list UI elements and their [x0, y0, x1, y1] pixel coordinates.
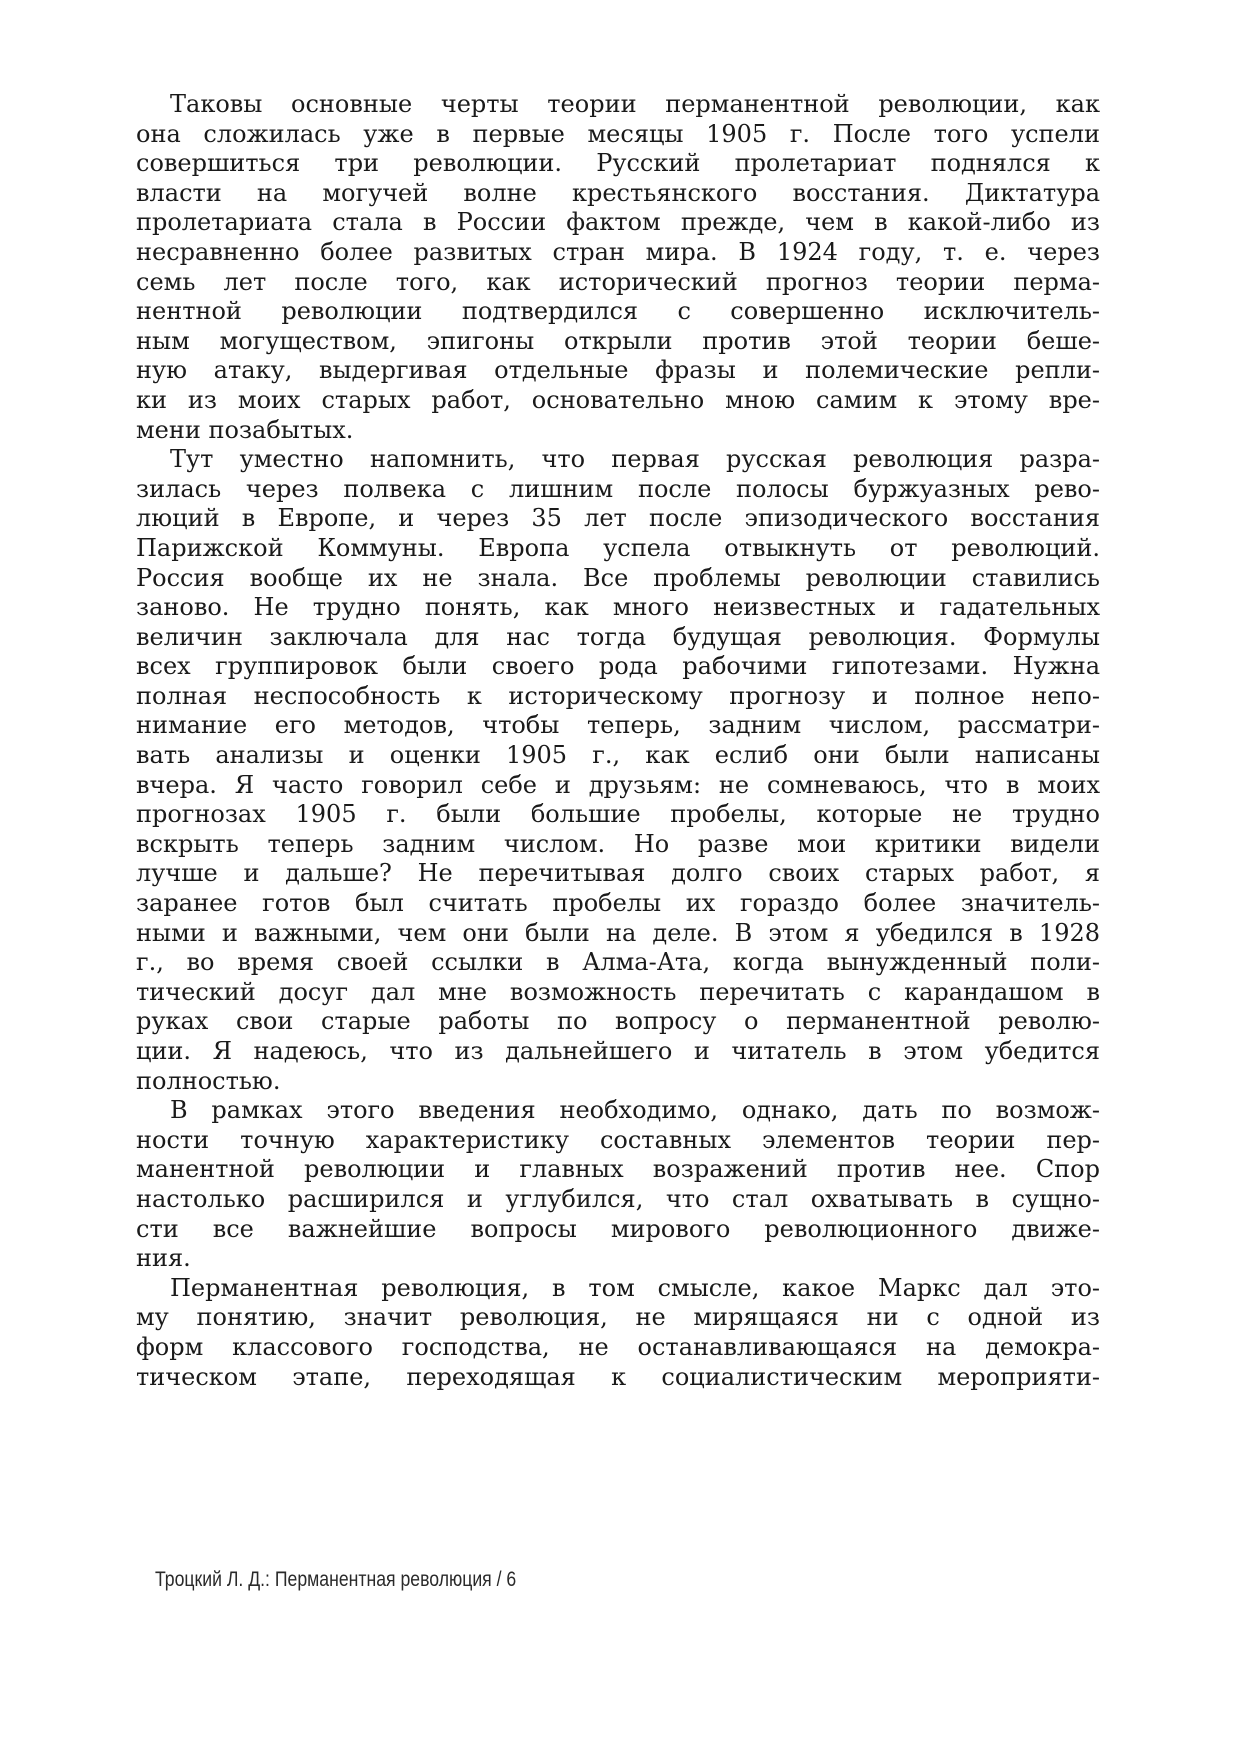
- text-line: всех группировок были своего рода рабочими гипотезами. Нужна: [136, 652, 1100, 681]
- text-line: люций в Европе, и через 35 лет после эпизодического восстания: [136, 504, 1100, 533]
- text-line: власти на могучей волне крестьянского восстания. Диктатура: [136, 178, 1100, 207]
- text-line: семь лет после того, как исторический прогноз теории перма-: [136, 267, 1100, 296]
- text-line: вать анализы и оценки 1905 г., как еслиб они были написаны: [136, 741, 1100, 770]
- text-line: Перманентная революция, в том смысле, какое Маркс дал это-: [170, 1273, 1100, 1302]
- paragraph-1: [136, 90, 1100, 445]
- text-line: ции. Я надеюсь, что из дальнейшего и читатель в этом убедится: [136, 1037, 1100, 1065]
- text-line: Таковы основные черты теории перманентной революции, как: [170, 90, 1100, 118]
- text-line: ния.: [136, 1244, 191, 1273]
- text-line: пролетариата стала в России фактом прежде, чем в какой-либо из: [136, 208, 1100, 237]
- text-line: В рамках этого введения необходимо, однако, дать по возмож-: [170, 1096, 1100, 1125]
- text-line: прогнозах 1905 г. были большие пробелы, которые не трудно: [136, 800, 1100, 829]
- text-line: манентной революции и главных возражений против нее. Спор: [136, 1155, 1100, 1184]
- text-line: совершиться три революции. Русский пролетариат поднялся к: [136, 149, 1100, 178]
- text-line: тическом этапе, переходящая к социалистическим мероприяти-: [136, 1362, 1100, 1391]
- text-line: Россия вообще их не знала. Все проблемы революции ставились: [136, 563, 1100, 592]
- text-line: Парижской Коммуны. Европа успела отвыкнуть от революций.: [136, 533, 1100, 562]
- text-line: настолько расширился и углубился, что стал охватывать в сущно-: [136, 1184, 1100, 1213]
- text-line: ки из моих старых работ, основательно мною самим к этому вре-: [136, 385, 1100, 414]
- body-text: [136, 90, 1100, 1392]
- text-line: тический досуг дал мне возможность перечитать с карандашом в: [136, 977, 1100, 1006]
- text-line: полная неспособность к историческому прогнозу и полное непо-: [136, 681, 1100, 710]
- text-line: заново. Не трудно понять, как много неизвестных и гадательных: [136, 593, 1100, 622]
- text-line: му понятию, значит революция, не мирящаяся ни с одной из: [136, 1303, 1100, 1332]
- text-line: сти все важнейшие вопросы мирового революционного движе-: [136, 1214, 1100, 1243]
- text-line: величин заключала для нас тогда будущая революция. Формулы: [136, 622, 1100, 651]
- text-line: вскрыть теперь задним числом. Но разве мои критики видели: [136, 829, 1100, 858]
- text-line: ным могуществом, эпигоны открыли против этой теории беше-: [136, 326, 1100, 355]
- text-line: форм классового господства, не останавливающаяся на демокра-: [136, 1332, 1100, 1361]
- text-line: нимание его методов, чтобы теперь, задним числом, рассматри-: [136, 711, 1100, 740]
- text-line: г., во время своей ссылки в Алма-Ата, когда вынужденный поли-: [136, 948, 1100, 977]
- text-line: руках свои старые работы по вопросу о перманентной револю-: [136, 1007, 1100, 1036]
- text-line: Тут уместно напомнить, что первая русская революция разра-: [170, 445, 1100, 474]
- text-line: заранее готов был считать пробелы их гораздо более значитель-: [136, 889, 1100, 918]
- paragraph-3: [136, 1096, 1100, 1274]
- text-line: нентной революции подтвердился с совершенно исключитель-: [136, 297, 1100, 326]
- paragraph-4: [136, 1274, 1100, 1392]
- paragraph-2: [136, 445, 1100, 1096]
- text-line: несравненно более развитых стран мира. В 1924 году, т. е. через: [136, 237, 1100, 266]
- text-line: мени позабытых.: [136, 415, 354, 444]
- text-line: лучше и дальше? Не перечитывая долго своих старых работ, я: [136, 859, 1100, 888]
- text-line: ную атаку, выдергивая отдельные фразы и полемические репли-: [136, 356, 1100, 385]
- page-footer: Троцкий Л. Д.: Перманентная революция / 6: [155, 1568, 517, 1591]
- text-line: вчера. Я часто говорил себе и друзьям: не сомневаюсь, что в моих: [136, 770, 1100, 799]
- text-line: зилась через полвека с лишним после полосы буржуазных рево-: [136, 474, 1100, 503]
- text-line: ности точную характеристику составных элементов теории пер-: [136, 1125, 1100, 1154]
- text-line: полностью.: [136, 1066, 281, 1095]
- text-line: она сложилась уже в первые месяцы 1905 г. После того успели: [136, 119, 1100, 148]
- text-line: ными и важными, чем они были на деле. В этом я убедился в 1928: [136, 918, 1100, 947]
